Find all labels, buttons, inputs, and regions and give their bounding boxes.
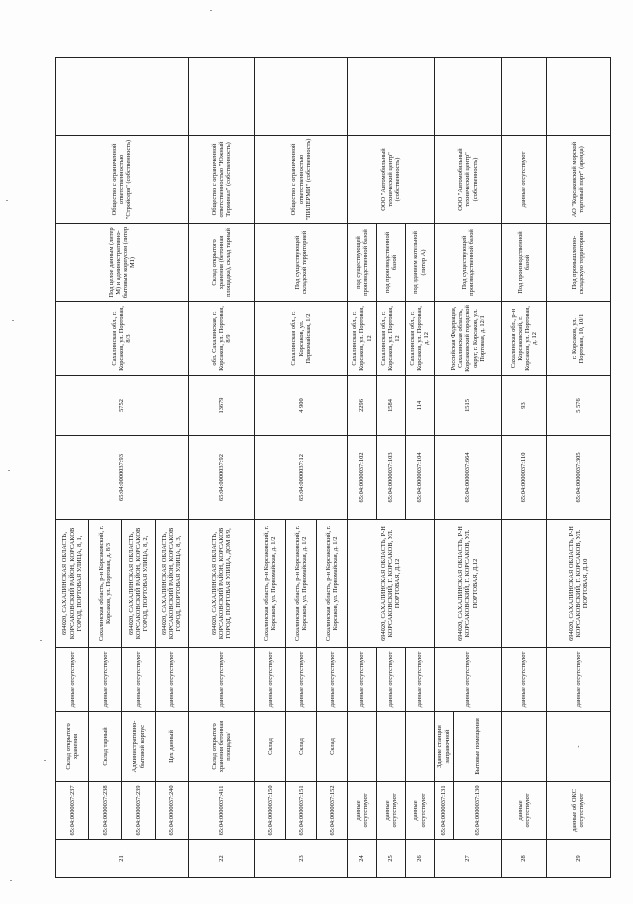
land-area: 114: [405, 376, 434, 436]
scan-speck: [12, 320, 14, 321]
object-info-absent: данные отсутствуют: [89, 648, 122, 712]
object-cadastral-number: 65:04:0000037:150: [255, 782, 286, 840]
row-number: 28: [502, 840, 546, 878]
object-info-absent: данные отсутствуют: [122, 648, 155, 712]
row-number: 25: [376, 840, 405, 878]
notes-cell: [56, 58, 189, 136]
land-owner: данные отсутствуют: [502, 136, 546, 224]
land-cadastral-number: 65:04:0000037:102: [348, 436, 377, 520]
object-cadastral-number: 65:04:0000037:238: [89, 782, 122, 840]
land-area: 1584: [376, 376, 405, 436]
object-cadastral-number: данные об ОКС отсутствуют: [546, 782, 610, 840]
row-number: 23: [255, 840, 348, 878]
object-address: 694020, САХАЛИНСКАЯ ОБЛАСТЬ, Р-Н КОРСАКОВСКИЙ, Г. КОРСАКОВ, УЛ. ПОРТОВАЯ, Д.12: [348, 520, 434, 648]
land-purpose: под зданием котельной (литер А): [405, 224, 434, 302]
land-address: г. Корсаков, ул. Портовая, 10, 10/1: [546, 302, 610, 376]
object-info-absent: данные отсутствуют: [155, 648, 188, 712]
table-row: [434, 58, 453, 878]
land-area: 13679: [188, 376, 254, 436]
land-owner: АО "Корсаковский морской торговый порт" (аренда): [546, 136, 610, 224]
land-owner: Общество с ограниченной ответственностью "Стройсерв" (собственность): [56, 136, 189, 224]
object-info-absent: данные отсутствуют: [434, 648, 502, 712]
object-name: Здание станции заправочной: [434, 712, 453, 782]
object-cadastral-number: 65:04:0000037:152: [317, 782, 348, 840]
land-cadastral-number: 65:04:0000037:305: [546, 436, 610, 520]
object-name: [376, 712, 405, 782]
object-name: Склад открытого хранения: [56, 712, 89, 782]
land-owner: ООО "Автомобильный технический центр" (собственность): [348, 136, 434, 224]
object-info-absent: данные отсутствуют: [546, 648, 610, 712]
land-purpose: Под существующей производственной базой: [434, 224, 502, 302]
object-info-absent: данные отсутствуют: [502, 648, 546, 712]
land-address: Сахалинская обл., г. Корсаков, ул. Портовая, 12: [348, 302, 377, 376]
land-area: 1515: [434, 376, 502, 436]
object-name: [405, 712, 434, 782]
land-purpose: под существующей производственной базой: [348, 224, 377, 302]
object-info-absent: данные отсутствуют: [286, 648, 317, 712]
row-number: 27: [434, 840, 502, 878]
table-row: [188, 58, 254, 878]
row-number: 26: [405, 840, 434, 878]
land-area: 5 576: [546, 376, 610, 436]
land-owner: Общество с ограниченной ответственностью "Южный Терминал" (собственность): [188, 136, 254, 224]
object-info-absent: данные отсутствуют: [348, 648, 377, 712]
land-cadastral-number: 65:04:0000037:103: [376, 436, 405, 520]
land-purpose: Под промышленно-складскую территорию: [546, 224, 610, 302]
table-row: [56, 58, 89, 878]
rotated-table-wrapper: [55, 58, 611, 878]
object-name: [502, 712, 546, 782]
object-address: 694020, САХАЛИНСКАЯ ОБЛАСТЬ, Р-Н КОРСАКОВСКИЙ, Г. КОРСАКОВ, УЛ. ПОРТОВАЯ, Д.12: [434, 520, 502, 648]
row-number: 22: [188, 840, 254, 878]
object-cadastral-number: данные отсутствуют: [502, 782, 546, 840]
table-row: [546, 58, 610, 878]
notes-cell: [502, 58, 546, 136]
object-address: 694020, САХАЛИНСКАЯ ОБЛАСТЬ, КОРСАКОВСКИЙ РАЙОН, КОРСАКОВ ГОРОД, ПОРТОВАЯ УЛИЦА, ДОМ 8/9,: [188, 520, 254, 648]
row-number: 24: [348, 840, 377, 878]
object-address: 694020, САХАЛИНСКАЯ ОБЛАСТЬ, КОРСАКОВСКИЙ РАЙОН, КОРСАКОВ ГОРОД, ПОРТОВАЯ УЛИЦА, 8, 2,: [122, 520, 155, 648]
object-cadastral-number: 65:04:0000037:240: [155, 782, 188, 840]
land-address: Сахалинская обл., р-н Корсаковский, г. Корсаков, ул. Портовая, д. 12: [502, 302, 546, 376]
object-name: Склад: [255, 712, 286, 782]
object-cadastral-number: 65:04:0000037:151: [286, 782, 317, 840]
object-name: Административно-бытовой корпус: [122, 712, 155, 782]
object-cadastral-number: 65:04:0000037:411: [188, 782, 254, 840]
object-name: Склад: [286, 712, 317, 782]
land-cadastral-number: 65:04:0000037:12: [255, 436, 348, 520]
object-info-absent: данные отсутствуют: [376, 648, 405, 712]
land-cadastral-number: 65:04:0000037:110: [502, 436, 546, 520]
object-name: Склад открытого хранения бетонная площадка/: [188, 712, 254, 782]
object-address: Сахалинская область, р-н Корсаковский, г. Корсаков, ул. Первомайская, д. 1/2: [255, 520, 286, 648]
notes-cell: [434, 58, 502, 136]
object-address: Сахалинская область, р-н Корсаковский, г. Корсаков, ул. Портовая, д. 8/3: [89, 520, 122, 648]
notes-cell: [188, 58, 254, 136]
scan-speck: [44, 760, 46, 761]
object-name: Склад тарный: [89, 712, 122, 782]
land-purpose: Склад открытого хранения (бетонная площадка), склад тарный: [188, 224, 254, 302]
property-table: [55, 57, 611, 878]
land-cadastral-number: 65:04:0000037:92: [188, 436, 254, 520]
land-purpose: Под существующей складской территорией: [255, 224, 348, 302]
row-number: 21: [56, 840, 189, 878]
object-cadastral-number: 65:04:0000037:130: [453, 782, 502, 840]
object-address: Сахалинская область, р-н Корсаковский, г. Корсаков, ул. Первомайская, д. 1/2: [317, 520, 348, 648]
land-cadastral-number: 65:04:0000037:664: [434, 436, 502, 520]
scan-speck: [10, 880, 12, 881]
scan-speck: [40, 640, 42, 641]
land-address: Сахалинская обл., г. Корсаков, ул. Портовая, 8/3: [56, 302, 189, 376]
land-area: 4 900: [255, 376, 348, 436]
land-address: Сахалинская обл., г. Корсаков, ул. Портовая, 12: [376, 302, 405, 376]
table-row: [502, 58, 546, 878]
scan-speck: [8, 470, 10, 471]
object-info-absent: данные отсутствуют: [56, 648, 89, 712]
object-name: Склад: [317, 712, 348, 782]
land-address: Российская Федерация, Сахалинская область, Корсаковский городской округ, г. Корсаков, ул. Портовая, д. 12/1: [434, 302, 502, 376]
land-address: обл. Сахалинская, г. Корсаков, ул. Портовая, 8/9: [188, 302, 254, 376]
object-info-absent: данные отсутствуют: [405, 648, 434, 712]
object-info-absent: данные отсутствуют: [188, 648, 254, 712]
object-cadastral-number: данные отсутствуют: [376, 782, 405, 840]
scan-speck: [6, 200, 8, 201]
object-cadastral-number: 65:04:0000037:237: [56, 782, 89, 840]
object-name: Бытовые помещения: [453, 712, 502, 782]
table-row: [348, 58, 377, 878]
object-name: [348, 712, 377, 782]
object-address: [502, 520, 546, 648]
table-row: [255, 58, 286, 878]
notes-cell: [255, 58, 348, 136]
land-area: 2296: [348, 376, 377, 436]
land-owner: ООО "Автомобильный технический центр" (собственность): [434, 136, 502, 224]
notes-cell: [348, 58, 434, 136]
land-address: Сахалинская обл., г. Корсаков, ул. Первомайская, 1/2: [255, 302, 348, 376]
object-address: Сахалинская область, р-н Корсаковский, г. Корсаков, ул. Первомайская, д. 1/2: [286, 520, 317, 648]
land-address: Сахалинская обл., г. Корсаков, ул. Портовая, д. 12: [405, 302, 434, 376]
land-purpose: под производственной базой: [376, 224, 405, 302]
object-name: -: [546, 712, 610, 782]
land-area: 5752: [56, 376, 189, 436]
land-cadastral-number: 65:04:0000037:104: [405, 436, 434, 520]
object-address: 694020, САХАЛИНСКАЯ ОБЛАСТЬ, Р-Н КОРСАКОВСКИЙ, Г. КОРСАКОВ, УЛ. ПОРТОВАЯ, Д.10: [546, 520, 610, 648]
object-cadastral-number: данные отсутствуют: [348, 782, 377, 840]
object-address: 694020, САХАЛИНСКАЯ ОБЛАСТЬ, КОРСАКОВСКИЙ РАЙОН, КОРСАКОВ ГОРОД, ПОРТОВАЯ УЛИЦА, 8, 3,: [155, 520, 188, 648]
row-number: 29: [546, 840, 610, 878]
object-address: 694020, САХАЛИНСКАЯ ОБЛАСТЬ, КОРСАКОВСКИЙ РАЙОН, КОРСАКОВ ГОРОД, ПОРТОВАЯ УЛИЦА, 8, 1,: [56, 520, 89, 648]
notes-cell: [546, 58, 610, 136]
object-cadastral-number: данные отсутствуют: [405, 782, 434, 840]
land-purpose: Под целое данным (литер М) и административно-бытовым корпусом (литер М1): [56, 224, 189, 302]
land-cadastral-number: 65:04:0000037:93: [56, 436, 189, 520]
land-purpose: Под производственной базой: [502, 224, 546, 302]
land-area: 93: [502, 376, 546, 436]
scan-speck: [210, 10, 212, 11]
object-cadastral-number: 65:04:0000037:131: [434, 782, 453, 840]
object-info-absent: данные отсутствуют: [255, 648, 286, 712]
object-cadastral-number: 65:04:0000037:239: [122, 782, 155, 840]
object-info-absent: данные отсутствуют: [317, 648, 348, 712]
land-owner: Общество с ограниченной ответственностью "ПИЛЕРМИ" (собственность): [255, 136, 348, 224]
object-name: Цех данный: [155, 712, 188, 782]
